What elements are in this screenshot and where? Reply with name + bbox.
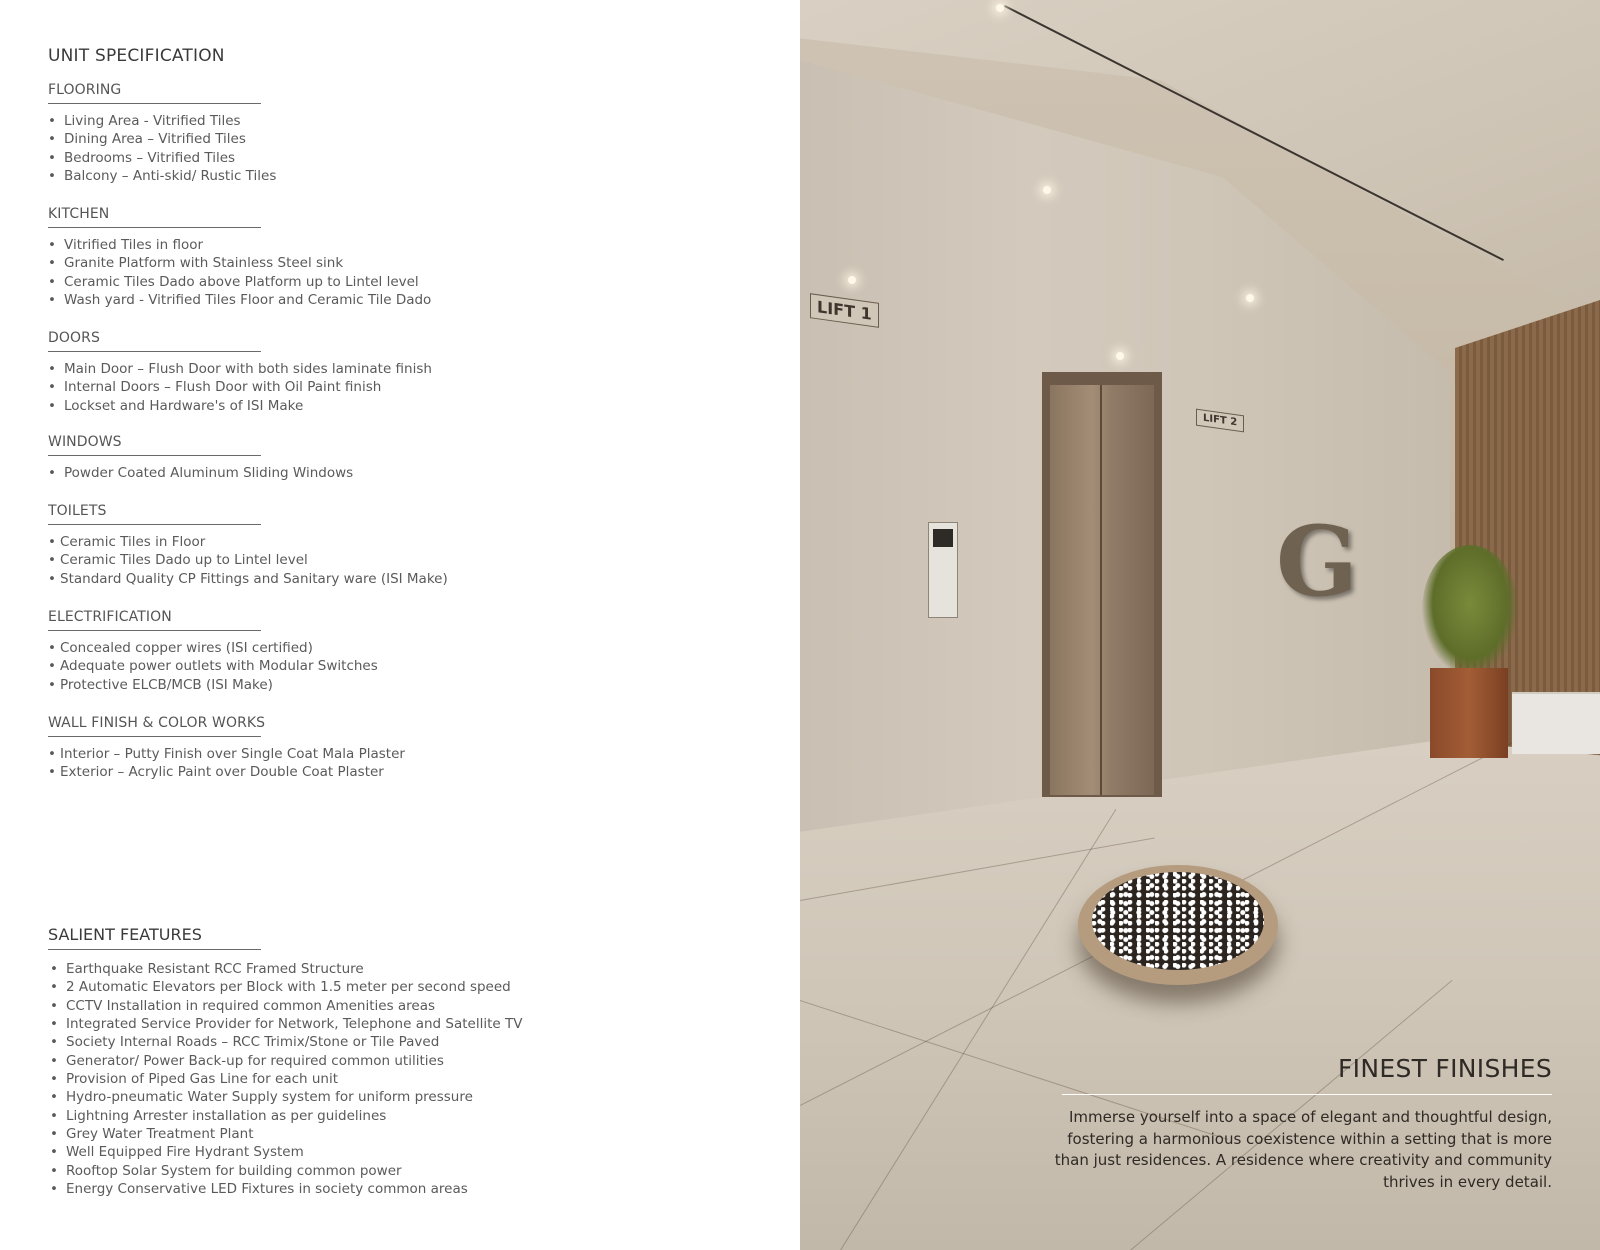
section-heading: TOILETS <box>48 503 261 525</box>
spec-list <box>48 745 405 782</box>
spec-section-electrification <box>48 609 378 694</box>
salient-features-section <box>48 925 522 1198</box>
planter-box <box>1430 668 1508 758</box>
list-item: • Rooftop Solar System for building common power <box>50 1162 402 1179</box>
list-item: • Generator/ Power Back-up for required common utilities <box>50 1052 444 1069</box>
section-heading: WINDOWS <box>48 434 261 456</box>
bench <box>1512 692 1600 754</box>
spec-list <box>48 639 378 694</box>
list-item: • Vitrified Tiles in floor <box>48 237 204 253</box>
list-item: • Powder Coated Aluminum Sliding Windows <box>48 465 354 481</box>
section-heading: DOORS <box>48 330 261 352</box>
list-item: • Energy Conservative LED Fixtures in society common areas <box>50 1181 468 1198</box>
spec-section-wall-finish <box>48 715 405 782</box>
section-heading: FLOORING <box>48 82 261 104</box>
spotlight <box>1043 186 1051 194</box>
spotlight <box>848 276 856 284</box>
list-item: • Ceramic Tiles Dado above Platform up to Lintel level <box>48 273 419 290</box>
list-item: • Internal Doors – Flush Door with Oil Paint finish <box>48 379 382 396</box>
spec-section-flooring <box>48 82 276 186</box>
finishes-description: Immerse yourself into a space of elegant and thoughtful design, fostering a harmonious coexistence within a setting that is more than just residences. A residence where creativity and community thrives in every detail. <box>1054 1108 1552 1191</box>
section-heading: WALL FINISH & COLOR WORKS <box>48 715 261 737</box>
list-item: • Living Area - Vitrified Tiles <box>48 113 241 129</box>
potted-plant <box>1422 545 1518 675</box>
list-item: • Earthquake Resistant RCC Framed Structure <box>50 961 364 977</box>
list-item: • Well Equipped Fire Hydrant System <box>50 1144 304 1161</box>
ground-floor-letter: G <box>1276 505 1358 618</box>
list-item: • Main Door – Flush Door with both sides laminate finish <box>48 361 432 377</box>
section-heading: KITCHEN <box>48 206 261 228</box>
list-item: • Bedrooms – Vitrified Tiles <box>48 149 236 166</box>
spec-list <box>48 112 276 186</box>
list-item: • Provision of Piped Gas Line for each unit <box>50 1071 339 1088</box>
section-heading: ELECTRIFICATION <box>48 609 261 631</box>
spec-section-kitchen <box>48 206 431 310</box>
finishes-caption <box>1052 1054 1552 1193</box>
finishes-title: FINEST FINISHES <box>1338 1054 1552 1083</box>
list-item: • Integrated Service Provider for Network, Telephone and Satellite TV <box>50 1016 523 1033</box>
list-item: • Standard Quality CP Fittings and Sanitary ware (ISI Make) <box>48 570 448 587</box>
list-item: • Balcony – Anti-skid/ Rustic Tiles <box>48 168 277 185</box>
list-item: • CCTV Installation in required common Amenities areas <box>50 997 436 1014</box>
lobby-photo <box>800 0 1600 1250</box>
spec-section-windows <box>48 434 353 482</box>
list-item: • Ceramic Tiles Dado up to Lintel level <box>48 552 308 569</box>
elevator-door <box>1050 385 1154 795</box>
salient-features-title: SALIENT FEATURES <box>48 925 261 950</box>
list-item: • Concealed copper wires (ISI certified) <box>48 640 313 656</box>
finishes-divider <box>1062 1094 1552 1095</box>
elevator-door-split <box>1100 385 1102 795</box>
spec-section-toilets <box>48 503 448 588</box>
spec-list <box>48 360 432 415</box>
elevator-call-panel <box>928 522 958 618</box>
spec-list <box>48 533 448 588</box>
list-item: • Adequate power outlets with Modular Switches <box>48 658 378 675</box>
list-item: • Grey Water Treatment Plant <box>50 1126 254 1143</box>
list-item: • Exterior – Acrylic Paint over Double Coat Plaster <box>48 764 384 781</box>
spec-section-doors <box>48 330 432 415</box>
list-item: • Wash yard - Vitrified Tiles Floor and Ceramic Tile Dado <box>48 292 432 309</box>
spotlight <box>996 4 1004 12</box>
pedestal-terrazzo-top <box>1092 872 1264 970</box>
list-item: • Protective ELCB/MCB (ISI Make) <box>48 676 273 693</box>
list-item: • Hydro-pneumatic Water Supply system for uniform pressure <box>50 1089 473 1106</box>
list-item: • Interior – Putty Finish over Single Coat Mala Plaster <box>48 746 405 762</box>
salient-features-list <box>50 960 522 1198</box>
list-item: • Lightning Arrester installation as per guidelines <box>50 1107 387 1124</box>
lift-2-sign: LIFT 2 <box>1196 409 1244 433</box>
list-item: • Ceramic Tiles in Floor <box>48 534 206 550</box>
list-item: • 2 Automatic Elevators per Block with 1.5 meter per second speed <box>50 979 511 996</box>
spec-list <box>48 464 353 482</box>
spec-list <box>48 236 431 310</box>
list-item: • Granite Platform with Stainless Steel sink <box>48 255 344 272</box>
spotlight <box>1246 294 1254 302</box>
list-item: • Lockset and Hardware's of ISI Make <box>48 397 304 414</box>
lift-1-sign: LIFT 1 <box>810 293 879 328</box>
spotlight <box>1116 352 1124 360</box>
unit-specification-title: UNIT SPECIFICATION <box>48 46 225 66</box>
list-item: • Society Internal Roads – RCC Trimix/Stone or Tile Paved <box>50 1034 440 1051</box>
list-item: • Dining Area – Vitrified Tiles <box>48 131 246 148</box>
